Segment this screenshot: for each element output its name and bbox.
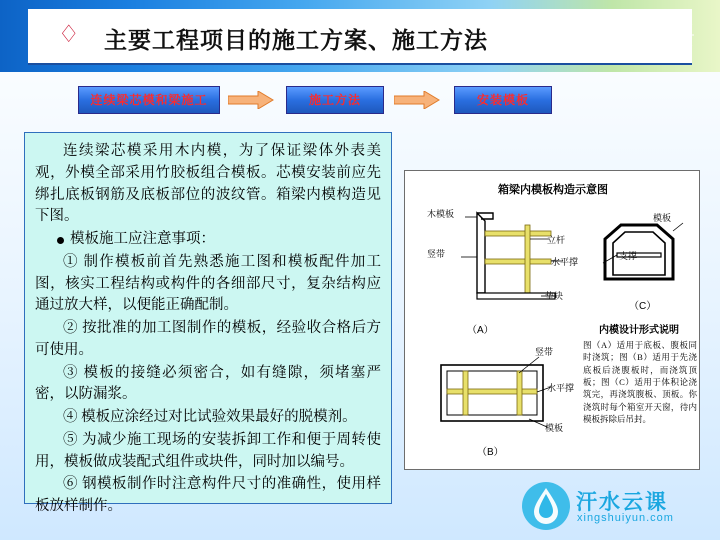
content-text-panel bbox=[24, 132, 392, 514]
caption-c: （C） bbox=[629, 301, 657, 312]
label-horizontal-brace-a: 水平撑 bbox=[551, 257, 579, 267]
label-horizontal-brace-b: 水平撑 bbox=[547, 383, 575, 393]
figure-panel bbox=[404, 170, 700, 470]
label-post-a: 立杆 bbox=[547, 235, 566, 245]
diagram-c bbox=[587, 217, 691, 291]
paragraph-intro: 连续梁芯模采用木内模，为了保证梁体外表美观，外模全部采用竹胶板组合模板。芯模安装前应先绑扎底板钢筋及底板部位的波纹管。箱梁内模构造见下图。 bbox=[35, 143, 381, 225]
caption-b: （B） bbox=[477, 447, 504, 458]
diamond-bullet-icon: ♢ bbox=[58, 20, 80, 48]
bullet-dot-icon bbox=[57, 237, 64, 244]
label-form-c: 模板 bbox=[653, 213, 672, 223]
figure-title: 箱梁内模板构造示意图 bbox=[498, 184, 608, 196]
paragraph-item-5: ⑤ 为减少施工现场的安装拆卸工作和便于周转使用，模板做成装配式组件或块件，同时加以编号。 bbox=[35, 431, 381, 470]
sun-burst-icon bbox=[644, 8, 698, 62]
label-support-c: 支撑 bbox=[619, 251, 638, 261]
process-flow bbox=[36, 86, 684, 122]
label-vertical-band-b: 竖带 bbox=[535, 347, 554, 357]
caption-a: （A） bbox=[467, 325, 494, 336]
figure-caption-body: 图（A）适用于底板、腹板同时浇筑；图（B）适用于先浇底板后浇腹板时，而浇筑顶板；图（C）适用于体积论浇筑完，再浇筑腹板、顶板。你浇筑时每个箱室开天窗，待内模板拆除后吊封。 bbox=[583, 340, 697, 424]
arrow-right-icon bbox=[394, 91, 440, 109]
logo-title: 汗水云课 bbox=[576, 491, 668, 514]
paragraph-notes-heading: 模板施工应注意事项： bbox=[70, 231, 215, 247]
label-wood-form: 木模板 bbox=[427, 209, 455, 219]
paragraph-item-4: ④ 模板应涂经过对比试验效果最好的脱模剂。 bbox=[63, 409, 357, 425]
paragraph-item-3: ③ 模板的接缝必须密合，如有缝隙，须堵塞严密，以防漏浆。 bbox=[35, 364, 381, 403]
flow-step-3[interactable]: 安装模板 bbox=[454, 86, 552, 114]
paragraph-item-2: ② 按批准的加工图制作的模板，经验收合格后方可使用。 bbox=[35, 320, 381, 358]
paragraph-item-6: ⑥ 钢模板制作时注意构件尺寸的准确性，使用样板放样制作。 bbox=[35, 476, 381, 514]
label-form-b: 模板 bbox=[545, 423, 564, 433]
flow-step-2[interactable]: 施工方法 bbox=[286, 86, 384, 114]
paragraph-item-1: ① 制作模板前首先熟悉施工图和模板配件加工图，核实工程结构或构件的各细部尺寸，复杂结构应通过放大样，以便能正确配制。 bbox=[35, 253, 381, 314]
bullet-row-notes bbox=[35, 229, 381, 252]
figure-caption-title: 内模设计形式说明 bbox=[599, 325, 679, 336]
arrow-right-icon bbox=[228, 91, 274, 109]
logo-subtitle: xingshuiyun.com bbox=[577, 512, 674, 524]
label-pad-a: 垫块 bbox=[545, 291, 564, 301]
label-vertical-band-a: 竖带 bbox=[427, 249, 446, 259]
page-title: 主要工程项目的施工方案、施工方法 bbox=[104, 27, 488, 53]
water-drop-icon bbox=[520, 480, 572, 532]
brand-logo bbox=[520, 480, 706, 532]
flow-step-1[interactable]: 连续梁芯模和梁施工 bbox=[78, 86, 220, 114]
